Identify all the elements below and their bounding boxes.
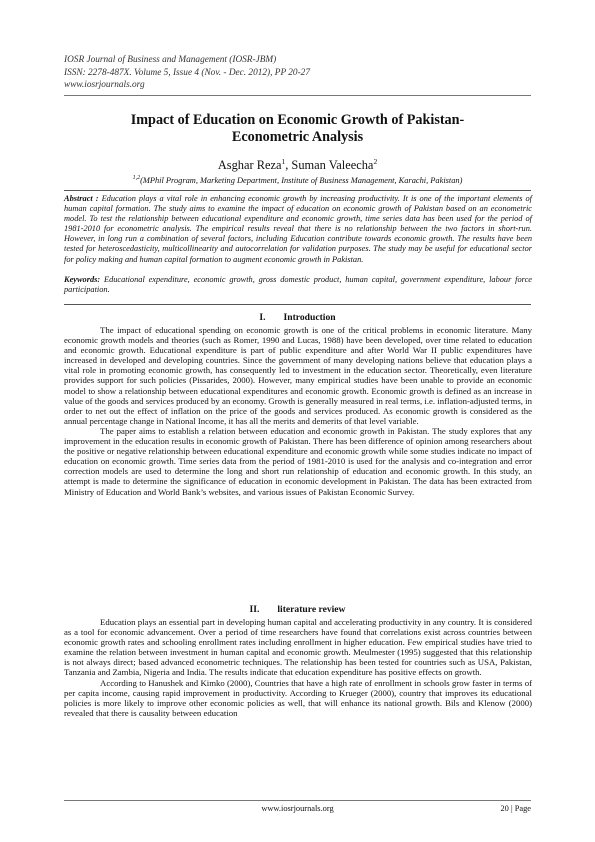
footer-url[interactable]: www.iosrjournals.org: [261, 804, 334, 813]
abstract-top-divider: [64, 190, 531, 191]
keywords-label: Keywords:: [64, 275, 101, 284]
page-number: 20 | Page: [500, 804, 531, 813]
affiliation-text: (MPhil Program, Marketing Department, Institute of Business Management, Karachi, Pakistan): [140, 175, 463, 185]
section-number: II.: [249, 604, 260, 615]
journal-url[interactable]: www.iosrjournals.org: [64, 80, 145, 91]
author-1: Asghar Reza: [217, 158, 282, 173]
paper-title: [80, 112, 515, 146]
journal-header: [64, 54, 310, 92]
author-2-affil-mark: 2: [373, 157, 378, 166]
journal-name: IOSR Journal of Business and Management (IOSR-JBM): [64, 55, 277, 65]
author-list: [64, 154, 531, 173]
footer-divider: [64, 800, 531, 801]
abstract-bottom-divider: [64, 304, 531, 305]
author-separator: ,: [285, 158, 292, 173]
author-1-affil-mark: 1: [281, 157, 286, 166]
section-heading-introduction: [64, 312, 531, 324]
journal-issn: ISSN: 2278-487X. Volume 5, Issue 4 (Nov. - Dec. 2012), PP 20-27: [64, 67, 310, 78]
abstract-text: Education plays a vital role in enhancing economic growth by increasing productivity. It is one of the important elements of human capital formation. The study aims to examine the impact of education on economic growth of Pakistan based on an econometric model. To test the relationship between educational expenditure and economic growth, time series data has been used for the period of 1981-2010 for econometric analysis. The empirical results reveal that there is no relationship between the two factors in short-run. However, in long run a combination of several factors, including Education contribute towards economic growth. The results have been tested for heteroscedasticity, multicollinearity and autocorrelation for validation purposes. The study may be useful for educational sector for policy making and human capital formation to augment economic growth in Pakistan.: [64, 194, 532, 264]
affiliation-marks: 1,2: [132, 175, 141, 181]
section-title: literature review: [277, 604, 346, 615]
paragraph: Education plays an essential part in developing human capital and accelerating productivity in any country. It is considered as a tool for economic advancement. Over a period of time researchers have found that correlations exist across countries between economic growth rates and schooling enrollment rates including enrollment in higher education. Few empirical studies have tried to examine the relation between investment in human capital and economic growth. Meulmester (1995) suggested that this relationship is not always direct; based advanced econometric techniques. The relationship has been tested for countries such as USA, Pakistan, Tanzania and Zambia, Nigeria and India. The results indicate that education expenditure has positive effects on growth.: [64, 617, 532, 678]
paragraph: The paper aims to establish a relation between education and economic growth in Pakistan. The study explores that any improvement in the education results in economic growth of Pakistan. There has been difference of opinion among researchers about the positive or negative relationship between educational expenditure and economic growth while some studies indicate no impact of education on economic growth. Time series data from the period of 1981-2010 is used for the analysis and co-integration and error correction models are used to determine the long and short run relationship of education and economic growth. In this study, an attempt is made to determine the significance of education in economic development in Pakistan. The data has been extracted from Ministry of Education and World Bank’s websites, and various issues of Pakistan Economic Survey.: [64, 425, 532, 497]
introduction-body: [64, 325, 532, 497]
paragraph: According to Hanushek and Kimko (2000), Countries that have a high rate of enrollment in schools grow faster in terms of per capita income, causing rapid improvement in productivity. According to Krueger (2000), country that improves its educational policies is more likely to improve other economic policies as well, that will enhance its national growth. Bils and Klenow (2000) revealed that there is causality between education: [64, 677, 532, 718]
abstract-label: Abstract :: [64, 194, 99, 203]
author-2: Suman Valeecha: [291, 158, 374, 173]
section-heading-literature-review: [64, 604, 531, 616]
section-number: I.: [259, 312, 266, 323]
affiliation: [64, 173, 531, 186]
title-line-1: Impact of Education on Economic Growth of Pakistan-: [130, 112, 465, 128]
keywords: [64, 275, 532, 295]
keywords-text: Educational expenditure, economic growth, gross domestic product, human capital, government expenditure, labour force participation.: [64, 275, 532, 295]
title-line-2: Econometric Analysis: [231, 129, 364, 145]
header-divider: [64, 95, 531, 96]
paragraph: The impact of educational spending on economic growth is one of the critical problems in economic literature. Many economic growth models and theories (such as Romer, 1990 and Lucas, 1988) have been developed, over time related to education and economic growth. Educational expenditure is part of public expenditure and after World War II public expenditures have increased in developed and developing countries. Since the government of many developing nations believe that education plays a vital role in promoting economic growth, has consequently led to investment in the education sector. Theoretically, even literature provides support for such policies (Pissarides, 2000). However, many empirical studies have been unable to provide an economic model to show a relationship between educational expenditures and economic growth. Economic growth is defined as an increase in value of the goods and services produced by an economy. Growth is generally measured in real terms, i.e. inflation-adjusted terms, in order to net out the effect of inflation on the price of the goods and services produced. As economic growth is considered as the annual percentage change in National Income, it has all the merits and demerits of that level variable.: [64, 325, 532, 426]
literature-review-body: [64, 617, 532, 718]
section-title: Introduction: [283, 312, 336, 323]
abstract: [64, 194, 532, 265]
